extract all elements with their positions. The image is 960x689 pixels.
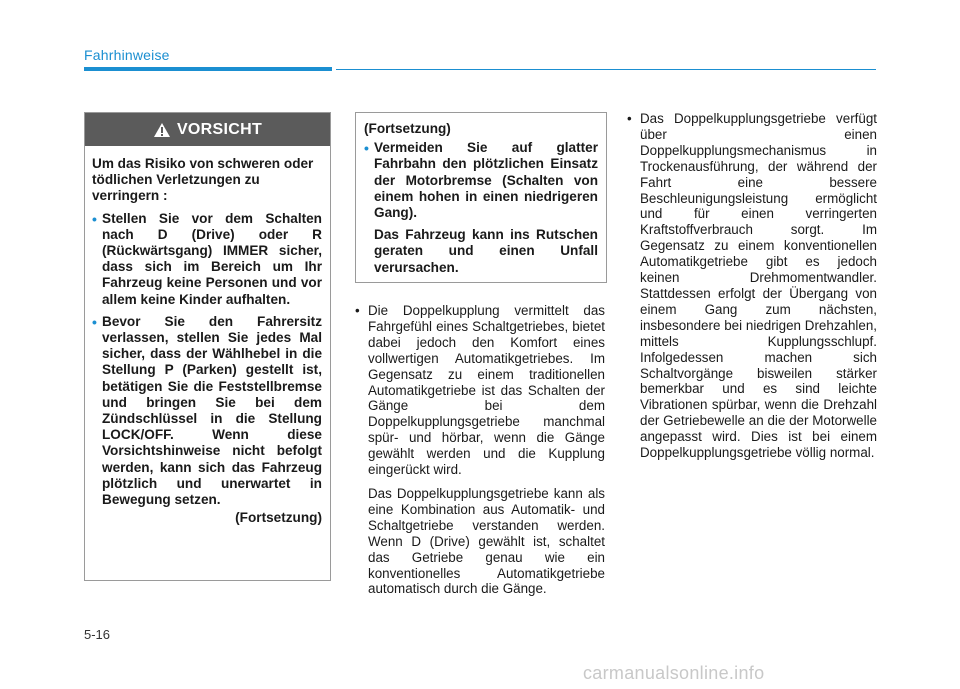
bullet-dot-icon: • xyxy=(364,140,369,157)
warning-box xyxy=(84,112,331,581)
warning-intro: Um das Risiko von schweren oder tödlichen Verletzungen zu verringern : xyxy=(92,156,314,204)
warning-bullet-text: Stellen Sie vor dem Schalten nach D (Drive) oder R (Rückwärtsgang) IMMER sicher, dass sich im Bereich um Ihr Fahrzeug keine Personen und vor allem keine Kinder aufhalten. xyxy=(102,210,322,307)
warning-header xyxy=(85,113,330,146)
continuation-box xyxy=(355,112,607,283)
continuation-bullet xyxy=(364,140,598,221)
warning-bullet xyxy=(92,314,322,508)
bullet-dot-icon: • xyxy=(355,303,360,318)
section-title: Fahrhinweise xyxy=(84,47,170,63)
bullet-dot-icon: • xyxy=(92,313,97,330)
column-2 xyxy=(355,303,605,597)
warning-bullet-text: Bevor Sie den Fahrersitz verlassen, stellen Sie jedes Mal sicher, dass der Wählhebel in die Stellung P (Parken) gestellt ist, betätigen Sie die Feststellbremse und bringen Sie bei dem Zündschlüssel in die Stellung LOCK/OFF. Wenn diese Vorsichtshinweise nicht befolgt werden, kann sich das Fahrzeug plötzlich und unerwartet in Bewegung setzen. xyxy=(102,313,322,508)
page-number: 5-16 xyxy=(84,627,111,642)
continuation-note: Das Fahrzeug kann ins Rutschen geraten und einen Unfall verursachen. xyxy=(374,227,598,275)
warning-triangle-icon xyxy=(153,122,171,138)
warning-body xyxy=(85,146,330,526)
column-3 xyxy=(627,111,877,461)
body-paragraph: Das Doppelkupplungsgetriebe kann als eine Kombination aus Automatik- und Schaltgetriebe verstanden werden. Wenn D (Drive) gewählt ist, schaltet das Getriebe genau wie ein konventionelles Automatikgetriebe automatisch durch die Gänge. xyxy=(368,485,605,597)
watermark: carmanualsonline.info xyxy=(583,663,765,683)
body-bullet xyxy=(627,111,877,461)
continuation-label: (Fortsetzung) xyxy=(364,121,451,136)
warning-bullet xyxy=(92,211,322,308)
header-rule-thin xyxy=(336,69,876,70)
body-bullet-text: Das Doppelkupplungsgetriebe verfügt über einen Doppelkupplungsmechanismus in Trockenausführung, der während der Fahrt eine bessere Beschleunigungsleistung ermöglicht und für einen verringerten Kraftstoffverbrauch sorgt. Im Gegensatz zu einem konventionellen Automatikgetriebe gibt es jedoch keinen Drehmomentwandler. Stattdessen erfolgt der Übergang von einem Gang zum nächsten, insbesondere bei niedrigen Drehzahlen, mittels Kupplungsschlupf. Infolgedessen machen sich Schaltvorgänge bisweilen stärker bemerkbar und es sind leichte Vibrationen spürbar, wenn die Drehzahl der Getriebewelle an die der Motorwelle angepasst wird. Dies ist bei einem Doppelkupplungsgetriebe völlig normal. xyxy=(640,111,877,461)
bullet-dot-icon: • xyxy=(92,210,97,227)
body-bullet xyxy=(355,303,605,478)
header-rule-thick xyxy=(84,67,332,71)
warning-title: VORSICHT xyxy=(176,120,263,138)
body-bullet-text: Die Doppelkupplung vermittelt das Fahrgefühl eines Schaltgetriebes, bietet dabei jedoch den Komfort eines vollwertigen Automatikgetriebes. Im Gegensatz zu einem traditionellen Automatikgetriebe ist das Schalten der Gänge bei dem Doppelkupplungsgetriebe manchmal spür- und hörbar, wenn die Gänge gewählt werden und die Kupplung eingerückt wird. xyxy=(368,303,605,478)
warning-continued: (Fortsetzung) xyxy=(235,510,322,526)
continuation-bullet-text: Vermeiden Sie auf glatter Fahrbahn den plötzlichen Einsatz der Motorbremse (Schalten von einem hohen in einen niedrigeren Gang). xyxy=(374,140,598,221)
bullet-dot-icon: • xyxy=(627,111,632,126)
